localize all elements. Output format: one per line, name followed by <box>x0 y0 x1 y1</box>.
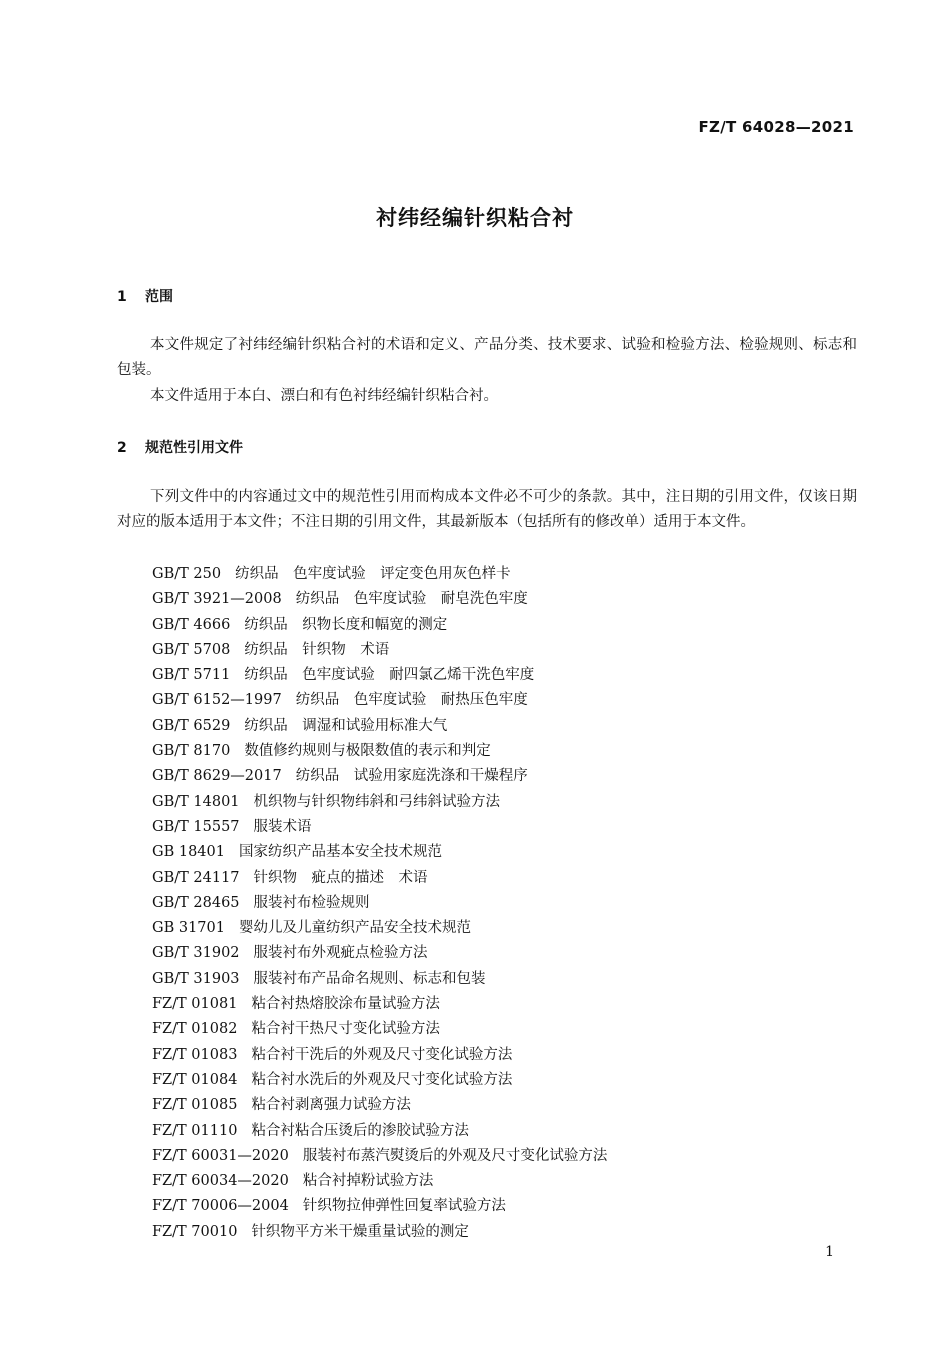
reference-code: FZ/T 01085 <box>152 1097 238 1114</box>
reference-title: 纺织品 色牢度试验 耐热压色牢度 <box>295 692 528 709</box>
reference-item <box>152 815 607 840</box>
reference-code: GB/T 28465 <box>152 894 240 911</box>
reference-title: 纺织品 色牢度试验 耐四氯乙烯干洗色牢度 <box>244 667 535 684</box>
reference-item <box>152 891 607 916</box>
reference-item <box>152 613 607 638</box>
scope-paragraph-1: 本文件规定了衬纬经编针织粘合衬的术语和定义、产品分类、技术要求、试验和检验方法、检验规则、标志和包装。 <box>117 337 857 379</box>
reference-title: 服装衬布产品命名规则、标志和包装 <box>253 970 486 987</box>
reference-title: 粘合衬干热尺寸变化试验方法 <box>251 1021 440 1038</box>
reference-item <box>152 840 607 865</box>
reference-item <box>152 1169 607 1194</box>
document-title: 衬纬经编针织粘合衬 <box>376 206 574 230</box>
reference-title: 粘合衬干洗后的外观及尺寸变化试验方法 <box>251 1046 513 1063</box>
section-1-heading <box>117 286 173 306</box>
reference-code: FZ/T 01110 <box>152 1122 238 1139</box>
reference-code: FZ/T 70006—2004 <box>152 1198 289 1215</box>
reference-code: FZ/T 01081 <box>152 996 238 1013</box>
reference-code: FZ/T 60031—2020 <box>152 1147 289 1164</box>
reference-item <box>152 866 607 891</box>
reference-item <box>152 992 607 1017</box>
reference-code: GB/T 31903 <box>152 970 240 987</box>
reference-item <box>152 941 607 966</box>
reference-item <box>152 916 607 941</box>
reference-item <box>152 562 607 587</box>
reference-code: GB/T 5711 <box>152 667 231 684</box>
reference-item <box>152 764 607 789</box>
section-1-title: 范围 <box>145 289 173 305</box>
reference-item <box>152 1017 607 1042</box>
reference-item <box>152 1093 607 1118</box>
reference-code: FZ/T 01082 <box>152 1021 238 1038</box>
reference-title: 纺织品 试验用家庭洗涤和干燥程序 <box>295 768 528 785</box>
reference-title: 针织物 疵点的描述 术语 <box>253 869 428 886</box>
reference-title: 服装衬布外观疵点检验方法 <box>253 945 428 962</box>
page-number: 1 <box>825 1244 834 1260</box>
reference-item <box>152 739 607 764</box>
reference-title: 数值修约规则与极限数值的表示和判定 <box>244 743 491 760</box>
section-2-number: 2 <box>117 440 127 456</box>
reference-code: GB/T 8629—2017 <box>152 768 282 785</box>
reference-title: 粘合衬掉粉试验方法 <box>302 1173 434 1190</box>
reference-title: 针织物拉伸弹性回复率试验方法 <box>302 1198 506 1215</box>
reference-title: 服装衬布蒸汽熨烫后的外观及尺寸变化试验方法 <box>302 1147 608 1164</box>
reference-code: GB/T 24117 <box>152 869 240 886</box>
reference-item <box>152 638 607 663</box>
scope-paragraph-2: 本文件适用于本白、漂白和有色衬纬经编针织粘合衬。 <box>150 388 498 404</box>
reference-code: GB/T 5708 <box>152 641 231 658</box>
reference-title: 服装术语 <box>253 818 312 835</box>
reference-title: 纺织品 色牢度试验 耐皂洗色牢度 <box>295 591 528 608</box>
reference-item <box>152 1194 607 1219</box>
reference-title: 纺织品 色牢度试验 评定变色用灰色样卡 <box>235 566 511 582</box>
section-2-heading <box>117 437 243 457</box>
reference-title: 粘合衬粘合压烫后的渗胶试验方法 <box>251 1122 469 1139</box>
reference-code: GB/T 14801 <box>152 793 240 810</box>
reference-item <box>152 1119 607 1144</box>
reference-code: GB 18401 <box>152 844 225 861</box>
reference-title: 纺织品 织物长度和幅宽的测定 <box>244 616 448 633</box>
reference-title: 纺织品 调湿和试验用标准大气 <box>244 717 448 734</box>
reference-item <box>152 1068 607 1093</box>
reference-code: GB/T 4666 <box>152 616 231 633</box>
reference-code: FZ/T 01084 <box>152 1071 238 1088</box>
reference-code: GB/T 15557 <box>152 818 240 835</box>
reference-title: 机织物与针织物纬斜和弓纬斜试验方法 <box>253 793 501 810</box>
reference-item <box>152 587 607 612</box>
reference-title: 服装衬布检验规则 <box>253 894 370 911</box>
reference-title: 粘合衬水洗后的外观及尺寸变化试验方法 <box>251 1071 513 1088</box>
section-2-title: 规范性引用文件 <box>145 440 243 456</box>
reference-title: 针织物平方米干燥重量试验的测定 <box>251 1223 469 1240</box>
reference-item <box>152 714 607 739</box>
reference-code: GB/T 6529 <box>152 717 231 734</box>
reference-item <box>152 1220 607 1245</box>
standard-code: FZ/T 64028—2021 <box>698 118 854 136</box>
reference-title: 国家纺织产品基本安全技术规范 <box>238 844 442 861</box>
reference-item <box>152 1043 607 1068</box>
reference-code: GB/T 250 <box>152 566 222 582</box>
reference-code: GB/T 31902 <box>152 945 240 962</box>
reference-title: 粘合衬热熔胶涂布量试验方法 <box>251 996 440 1013</box>
reference-item <box>152 663 607 688</box>
reference-item <box>152 967 607 992</box>
reference-item <box>152 688 607 713</box>
references-intro-paragraph: 下列文件中的内容通过文中的规范性引用而构成本文件必不可少的条款。其中，注日期的引用文件，仅该日期对应的版本适用于本文件；不注日期的引用文件，其最新版本（包括所有的修改单）适用于本文件。 <box>117 489 857 531</box>
reference-code: GB 31701 <box>152 920 225 937</box>
reference-item <box>152 790 607 815</box>
reference-code: GB/T 8170 <box>152 743 231 760</box>
reference-code: GB/T 6152—1997 <box>152 692 282 709</box>
reference-code: FZ/T 60034—2020 <box>152 1173 289 1190</box>
reference-code: FZ/T 70010 <box>152 1223 238 1240</box>
section-1-number: 1 <box>117 289 127 305</box>
reference-code: FZ/T 01083 <box>152 1046 238 1063</box>
normative-reference-list <box>152 562 607 1245</box>
reference-item <box>152 1144 607 1169</box>
reference-code: GB/T 3921—2008 <box>152 591 282 608</box>
reference-title: 婴幼儿及儿童纺织产品安全技术规范 <box>238 920 471 937</box>
reference-title: 粘合衬剥离强力试验方法 <box>251 1097 411 1114</box>
reference-title: 纺织品 针织物 术语 <box>244 641 390 658</box>
